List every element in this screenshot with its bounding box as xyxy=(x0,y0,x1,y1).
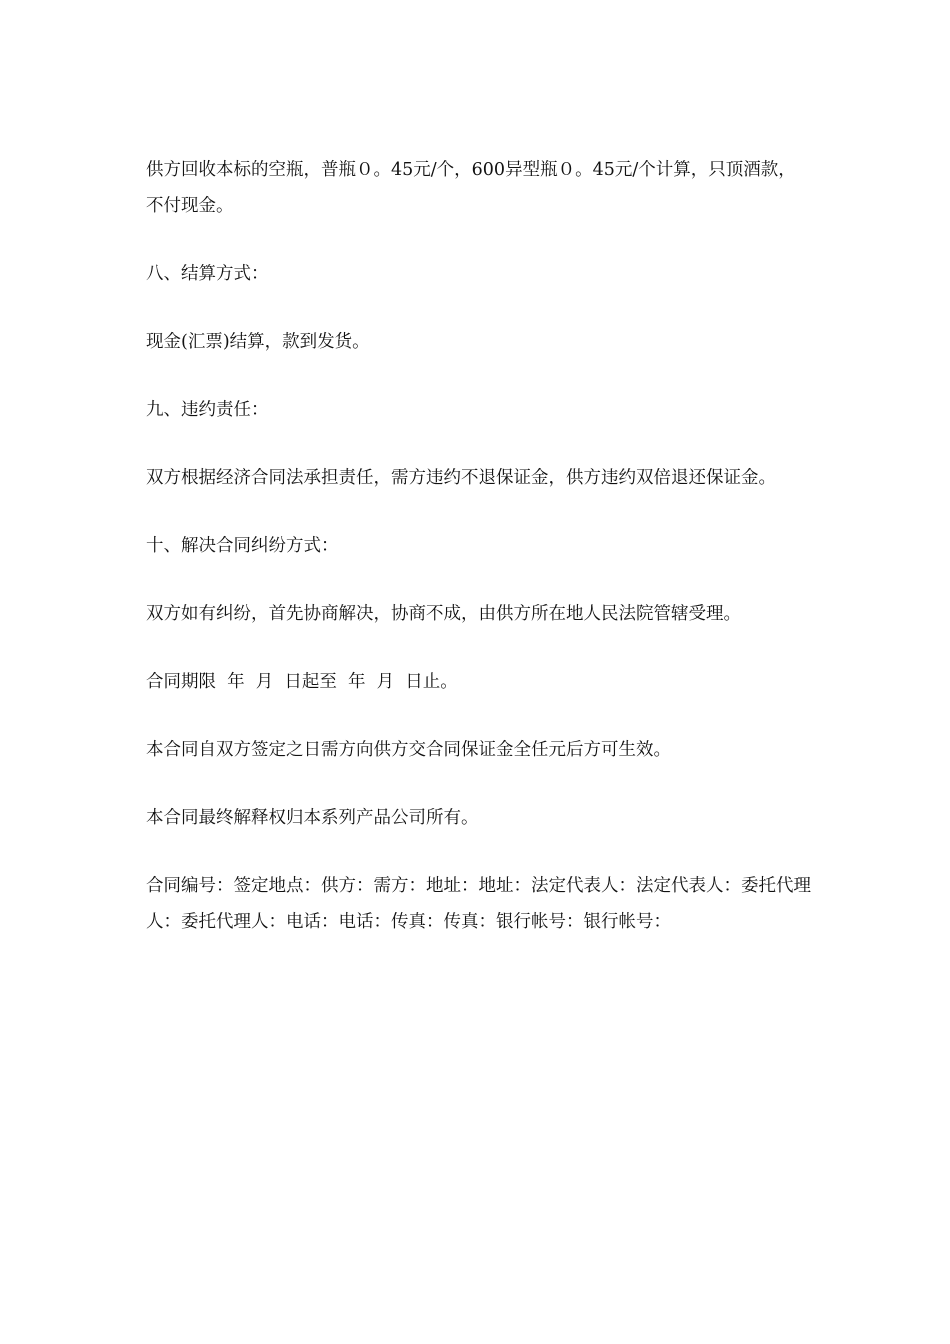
heading-breach-liability: 九、违约责任： xyxy=(146,400,269,420)
paragraph-dispute: 双方如有纠纷，首先协商解决，协商不成，由供方所在地人民法院管辖受理。 xyxy=(146,604,741,624)
paragraph-bottle-recycling: 供方回收本标的空瓶，普瓶０。45元/个，600异型瓶０。45元/个计算，只顶酒款，不付现金。 xyxy=(146,160,796,216)
paragraph-signature-fields: 合同编号：签定地点：供方：需方：地址：地址：法定代表人：法定代表人：委托代理人：委托代理人：电话：电话：传真：传真：银行帐号：银行帐号： xyxy=(146,876,811,932)
paragraph-contract-term: 合同期限 年 月 日起至 年 月 日止。 xyxy=(146,672,458,692)
paragraph-effective-condition: 本合同自双方签定之日需方向供方交合同保证金全任元后方可生效。 xyxy=(146,740,671,760)
heading-dispute-resolution: 十、解决合同纠纷方式： xyxy=(146,536,339,556)
paragraph-interpretation-right: 本合同最终解释权归本系列产品公司所有。 xyxy=(146,808,479,828)
paragraph-breach: 双方根据经济合同法承担责任，需方违约不退保证金，供方违约双倍退还保证金。 xyxy=(146,468,776,488)
heading-settlement-method: 八、结算方式： xyxy=(146,264,269,284)
paragraph-settlement: 现金(汇票)结算，款到发货。 xyxy=(146,332,370,352)
document-body xyxy=(146,152,812,972)
